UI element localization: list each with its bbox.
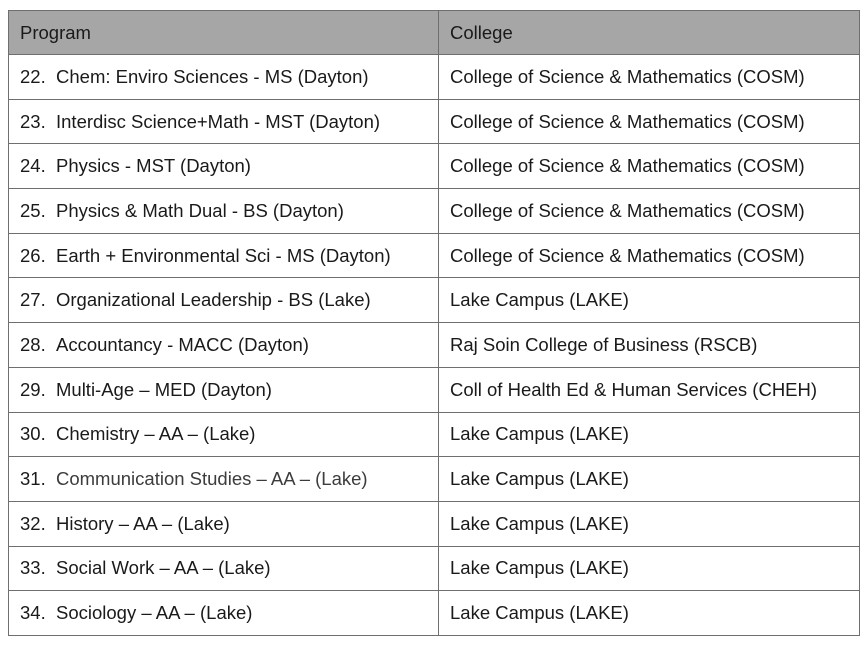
program-cell (9, 55, 439, 100)
table-row (9, 55, 860, 100)
college-cell: Lake Campus (LAKE) (439, 591, 860, 636)
college-cell: Lake Campus (LAKE) (439, 278, 860, 323)
row-number: 30. (20, 423, 46, 445)
row-number: 32. (20, 512, 46, 534)
college-cell: Raj Soin College of Business (RSCB) (439, 323, 860, 368)
program-cell (9, 189, 439, 234)
program-cell (9, 323, 439, 368)
row-number: 24. (20, 155, 46, 177)
table-row (9, 233, 860, 278)
program-name: Chem: Enviro Sciences - MS (Dayton) (56, 65, 369, 87)
table-row (9, 189, 860, 234)
program-name: Sociology – AA – (Lake) (56, 602, 253, 624)
college-cell: Lake Campus (LAKE) (439, 457, 860, 502)
college-cell: College of Science & Mathematics (COSM) (439, 233, 860, 278)
program-name: Social Work – AA – (Lake) (56, 557, 271, 579)
college-cell: Lake Campus (LAKE) (439, 546, 860, 591)
row-number: 29. (20, 378, 46, 400)
row-number: 33. (20, 557, 46, 579)
program-name: Accountancy - MACC (Dayton) (56, 333, 309, 355)
program-cell (9, 501, 439, 546)
program-name: History – AA – (Lake) (56, 512, 230, 534)
column-header-program: Program (9, 11, 439, 55)
program-name: Organizational Leadership - BS (Lake) (56, 289, 371, 311)
row-number: 28. (20, 333, 46, 355)
row-number: 23. (20, 110, 46, 132)
table-row (9, 367, 860, 412)
table-row (9, 99, 860, 144)
row-number: 31. (20, 468, 46, 490)
row-number: 26. (20, 244, 46, 266)
table-row (9, 412, 860, 457)
college-cell: College of Science & Mathematics (COSM) (439, 55, 860, 100)
row-number: 25. (20, 199, 46, 221)
college-cell: Lake Campus (LAKE) (439, 501, 860, 546)
table-row (9, 501, 860, 546)
table-body (9, 55, 860, 636)
program-cell (9, 278, 439, 323)
program-cell (9, 144, 439, 189)
college-cell: Coll of Health Ed & Human Services (CHEH) (439, 367, 860, 412)
program-cell (9, 457, 439, 502)
program-cell (9, 233, 439, 278)
program-cell (9, 99, 439, 144)
college-cell: College of Science & Mathematics (COSM) (439, 144, 860, 189)
table-row (9, 323, 860, 368)
program-name: Physics - MST (Dayton) (56, 155, 251, 177)
column-header-college: College (439, 11, 860, 55)
program-name: Communication Studies – AA – (Lake) (56, 468, 368, 490)
table-row (9, 546, 860, 591)
college-cell: College of Science & Mathematics (COSM) (439, 99, 860, 144)
college-cell: College of Science & Mathematics (COSM) (439, 189, 860, 234)
program-cell (9, 412, 439, 457)
program-cell (9, 367, 439, 412)
row-number: 34. (20, 602, 46, 624)
program-name: Physics & Math Dual - BS (Dayton) (56, 199, 344, 221)
table-row (9, 457, 860, 502)
program-name: Earth + Environmental Sci - MS (Dayton) (56, 244, 391, 266)
table-row (9, 591, 860, 636)
college-cell: Lake Campus (LAKE) (439, 412, 860, 457)
row-number: 27. (20, 289, 46, 311)
program-cell (9, 591, 439, 636)
table-header-row (9, 11, 860, 55)
program-cell (9, 546, 439, 591)
row-number: 22. (20, 65, 46, 87)
program-name: Interdisc Science+Math - MST (Dayton) (56, 110, 381, 132)
program-college-table (8, 10, 860, 636)
program-name: Multi-Age – MED (Dayton) (56, 378, 272, 400)
program-name: Chemistry – AA – (Lake) (56, 423, 256, 445)
table-row (9, 278, 860, 323)
table-row (9, 144, 860, 189)
